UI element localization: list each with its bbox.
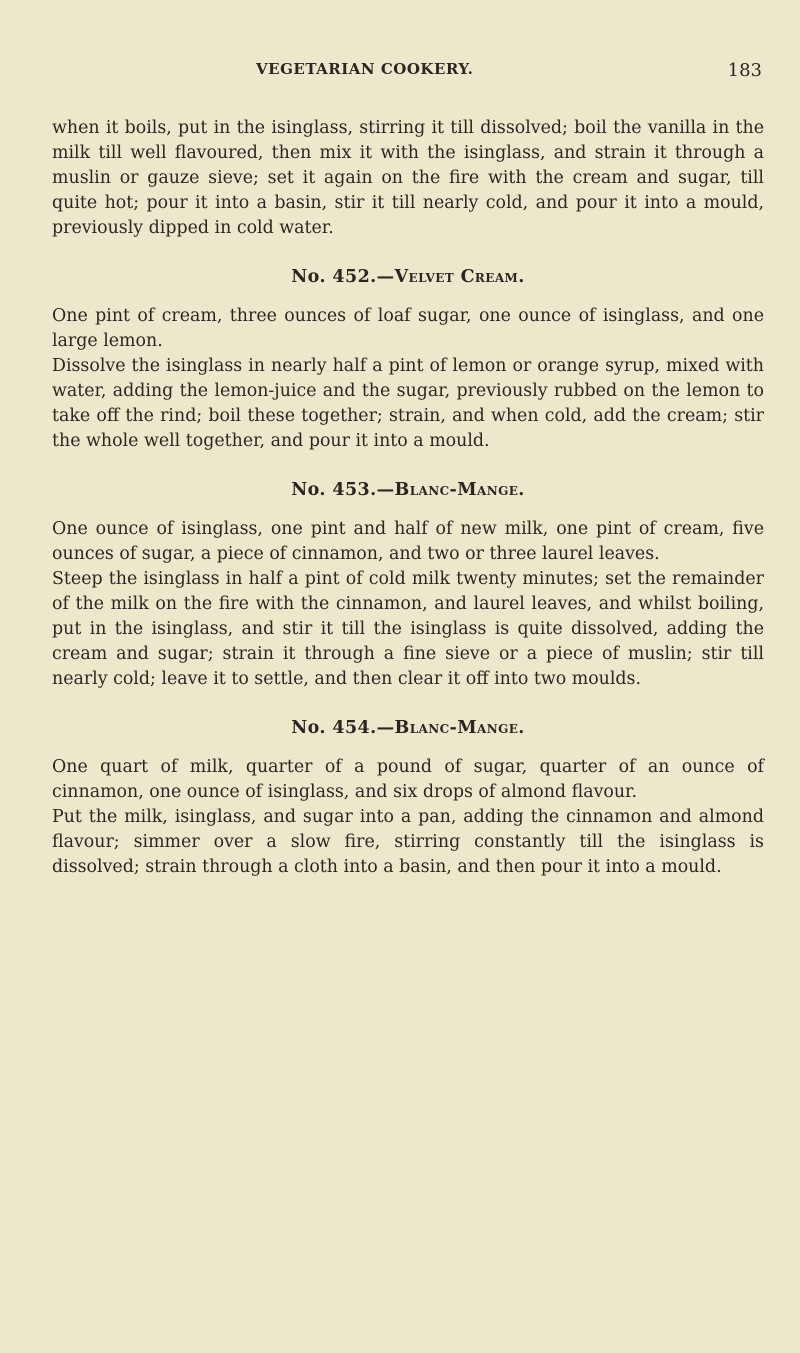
recipe-number: No. 453. [291,480,377,500]
heading-dash: — [376,267,395,287]
heading-dash: — [376,718,395,738]
recipe-454 [52,716,764,880]
recipe-method: Dissolve the isinglass in nearly half a pint of lemon or orange syrup, mixed with water, adding the lemon-juice and the sugar, previously rubbed on the lemon to take off the rind; boil these together; strain, and when cold, add the cream; stir the whole well together, and pour it into a mould. [52,356,764,451]
page-number: 183 [727,60,762,81]
opening-paragraph: when it boils, put in the isinglass, stirring it till dissolved; boil the vanilla in the milk till well flavoured, then mix it with the isinglass, and strain it through a muslin or gauze sieve; set it again on the fire with the cream and sugar, till quite hot; pour it into a basin, stir it till nearly cold, and pour it into a mould, previously dipped in cold water. [52,118,764,238]
recipe-heading [52,265,764,290]
recipe-452 [52,265,764,454]
recipe-title: Blanc-Mange. [394,480,525,500]
recipe-method: Steep the isinglass in half a pint of cold milk twenty minutes; set the remainder of the milk on the fire with the cinnamon, and laurel leaves, and whilst boiling, put in the isinglass, and stir it till the isinglass is quite dissolved, adding the cream and sugar; strain it through a fine sieve or a piece of muslin; stir till nearly cold; leave it to settle, and then clear it off into two moulds. [52,569,764,689]
recipe-title: Blanc-Mange. [394,718,525,738]
recipe-heading [52,478,764,503]
recipe-ingredients: One quart of milk, quarter of a pound of sugar, quarter of an ounce of cinnamon, one ounce of isinglass, and six drops of almond flavour. [52,757,764,802]
running-head: VEGETARIAN COOKERY. [256,60,474,78]
recipe-453 [52,478,764,692]
recipe-method: Put the milk, isinglass, and sugar into a pan, adding the cinnamon and almond flavour; simmer over a slow fire, stirring constantly till the isinglass is dissolved; strain through a cloth into a basin, and then pour it into a mould. [52,807,764,877]
recipe-title: Velvet Cream. [394,267,525,287]
recipe-heading [52,716,764,741]
recipe-ingredients: One pint of cream, three ounces of loaf sugar, one ounce of isinglass, and one large lemon. [52,306,764,351]
recipe-number: No. 454. [291,718,377,738]
recipe-ingredients: One ounce of isinglass, one pint and half of new milk, one pint of cream, five ounces of sugar, a piece of cinnamon, and two or three laurel leaves. [52,519,764,564]
page-body [52,116,764,880]
heading-dash: — [376,480,395,500]
recipe-number: No. 452. [291,267,377,287]
